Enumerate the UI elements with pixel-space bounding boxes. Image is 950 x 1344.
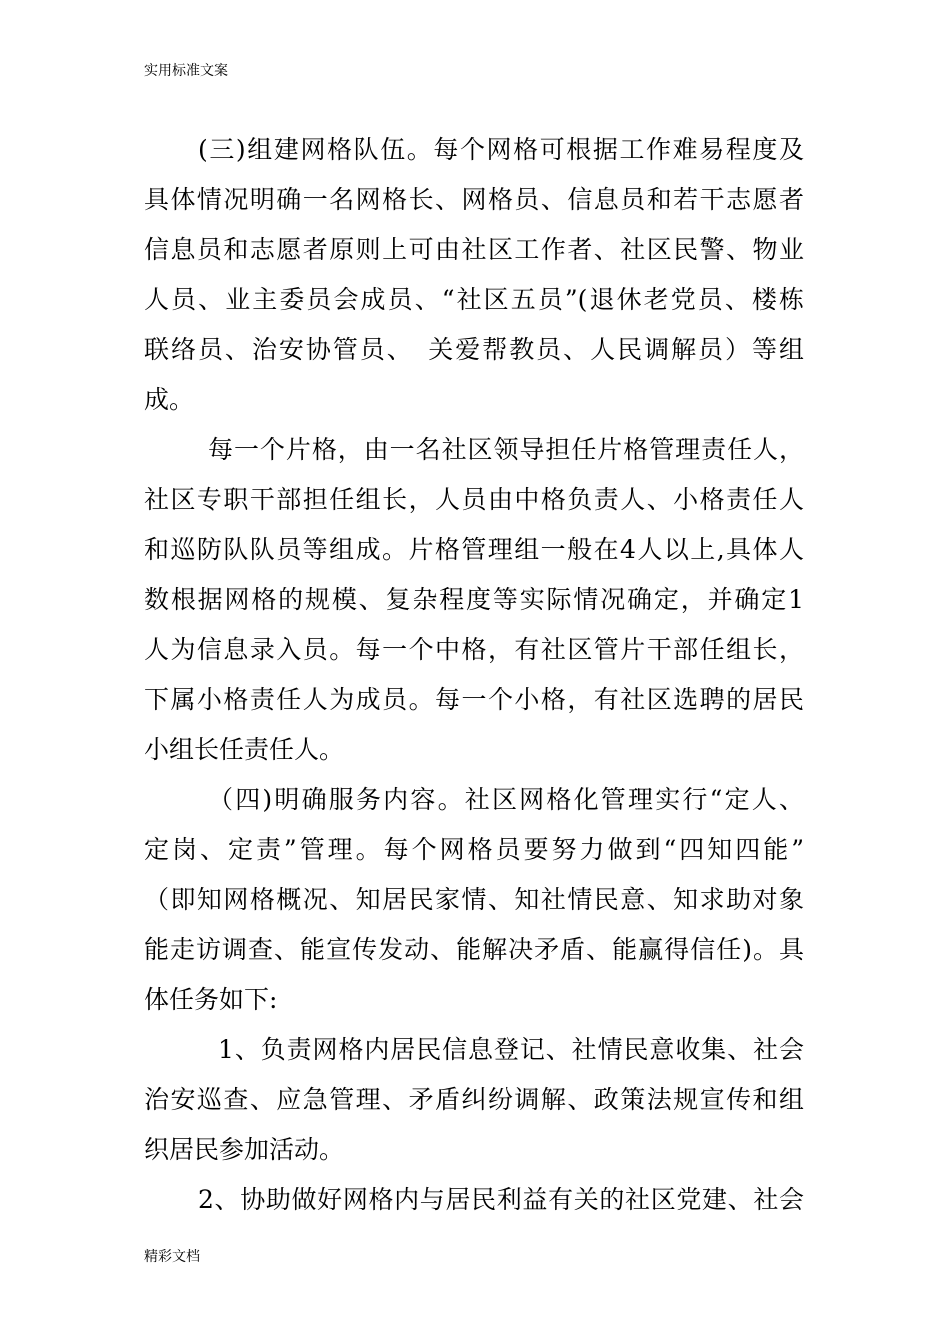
body-line: (三)组建网格队伍。每个网格可根据工作难易程度及	[198, 135, 804, 164]
body-line: 成。	[144, 385, 195, 414]
body-line: 具体情况明确一名网格长、网格员、信息员和若干志愿者	[144, 185, 804, 214]
body-line: 人员、业主委员会成员、“社区五员”(退休老党员、楼栋	[144, 285, 804, 314]
body-line: 每一个片格，由一名社区领导担任片格管理责任人，	[208, 435, 804, 464]
body-line: （即知网格概况、知居民家情、知社情民意、知求助对象	[144, 885, 804, 914]
body-line: 2、协助做好网格内与居民利益有关的社区党建、社会	[198, 1185, 804, 1214]
body-line: 能走访调查、能宣传发动、能解决矛盾、能赢得信任)。具	[144, 935, 804, 964]
body-line: 体任务如下:	[144, 985, 278, 1014]
body-line: 联络员、治安协管员、 关爱帮教员、人民调解员）等组	[144, 335, 804, 364]
page-footer: 精彩文档	[144, 1249, 200, 1265]
body-line: 织居民参加活动。	[144, 1135, 345, 1164]
body-line: 下属小格责任人为成员。每一个小格，有社区选聘的居民	[144, 685, 804, 714]
body-line: 人为信息录入员。每一个中格，有社区管片干部任组长，	[144, 635, 804, 664]
body-line: 小组长任责任人。	[144, 735, 345, 764]
body-line: 信息员和志愿者原则上可由社区工作者、社区民警、物业	[144, 235, 804, 264]
body-line: 和巡防队队员等组成。片格管理组一般在4人以上,具体人	[144, 535, 804, 564]
body-line: 定岗、定责”管理。每个网格员要努力做到“四知四能”	[144, 835, 804, 864]
body-line: 1、负责网格内居民信息登记、社情民意收集、社会	[218, 1035, 804, 1064]
body-line: 社区专职干部担任组长，人员由中格负责人、小格责任人	[144, 485, 804, 514]
page-header: 实用标准文案	[144, 63, 228, 79]
body-line: 治安巡查、应急管理、矛盾纠纷调解、政策法规宣传和组	[144, 1085, 804, 1114]
body-line: （四)明确服务内容。社区网格化管理实行“定人、	[208, 785, 804, 814]
body-line: 数根据网格的规模、复杂程度等实际情况确定，并确定1	[144, 585, 804, 614]
